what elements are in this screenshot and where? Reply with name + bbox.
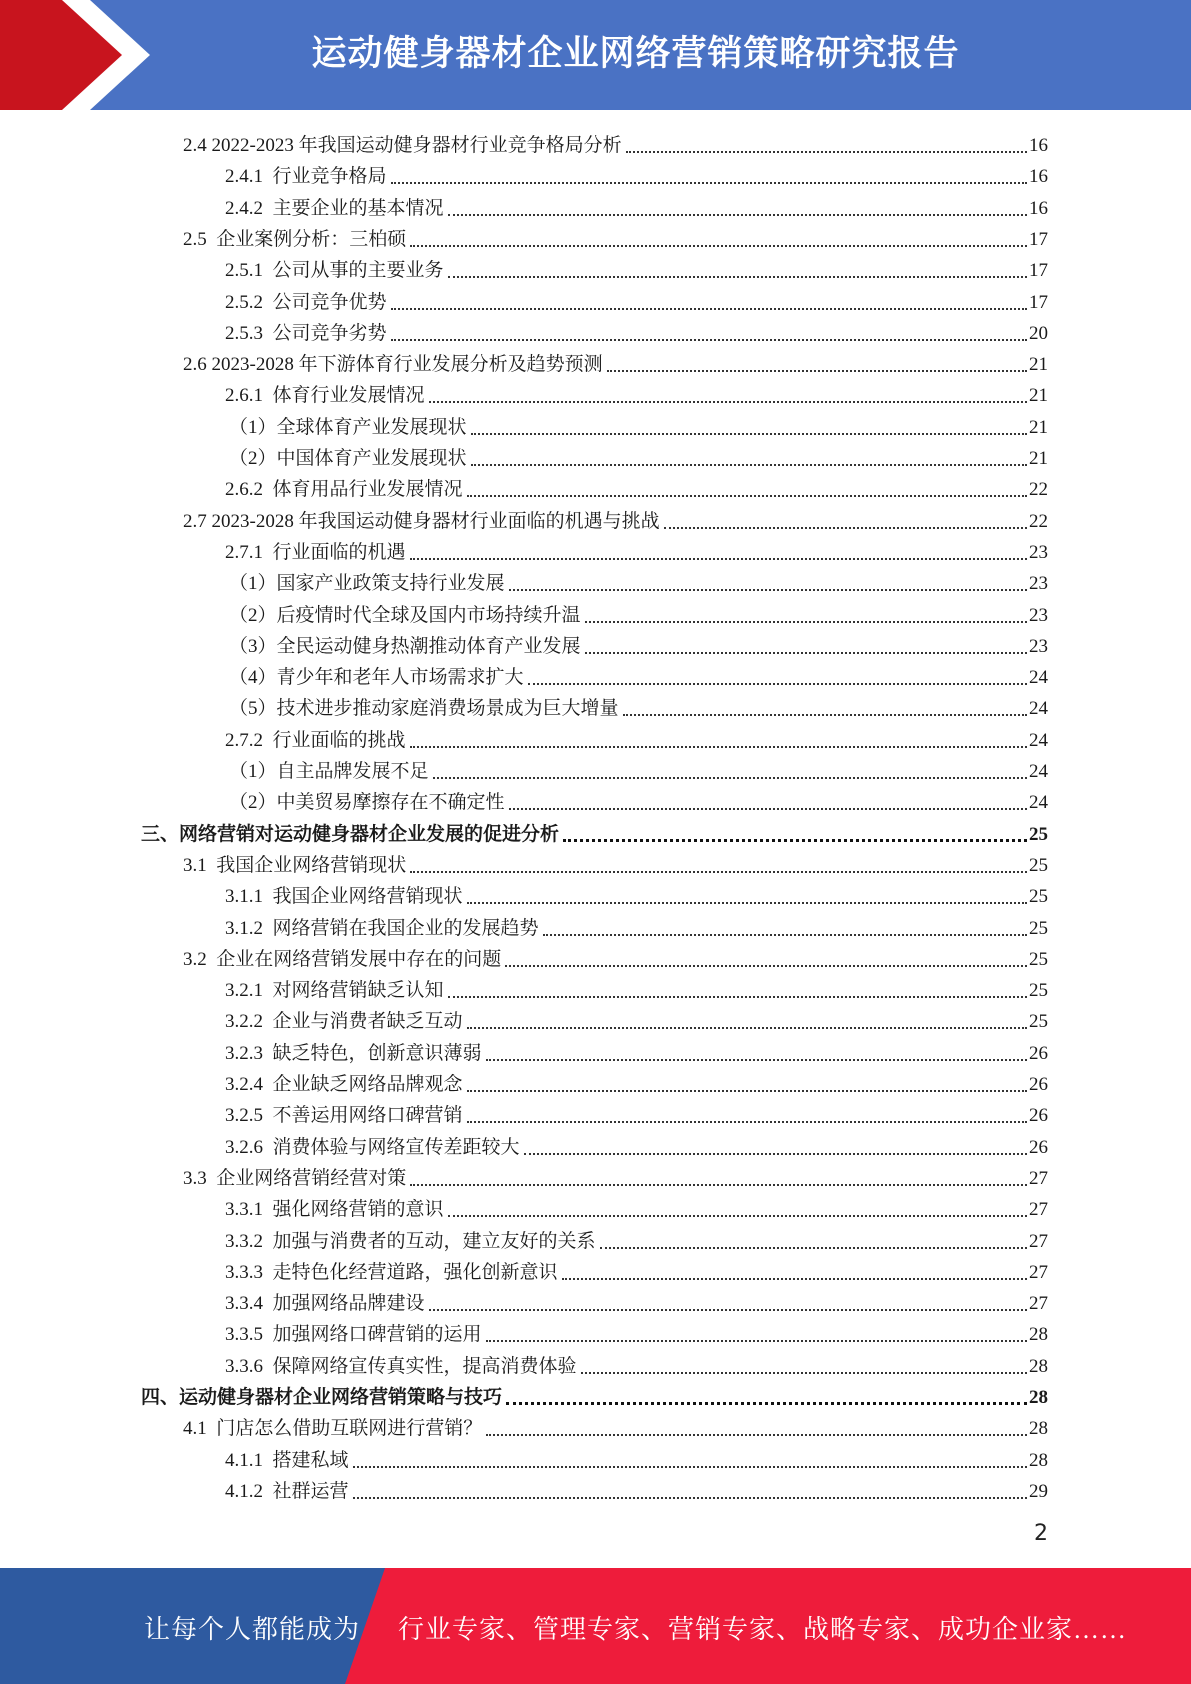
toc-dot-leader: [410, 870, 1027, 873]
toc-entry-title: 3.3.3 走特色化经营道路，强化创新意识: [225, 1261, 558, 1283]
toc-dot-leader: [391, 307, 1027, 310]
toc-entry-page: 22: [1029, 510, 1048, 532]
toc-entry-page: 28: [1029, 1449, 1048, 1471]
toc-dot-leader: [353, 1496, 1027, 1499]
toc-entry-page: 17: [1029, 291, 1048, 313]
toc-entry-title: 3.2.6 消费体验与网络宣传差距较大: [225, 1136, 520, 1158]
toc-dot-leader: [581, 1371, 1027, 1374]
toc-entry-title: 2.4.1 行业竞争格局: [225, 166, 387, 188]
toc-entry-title: 2.5.1 公司从事的主要业务: [225, 260, 444, 282]
toc-entry[interactable]: [229, 565, 1048, 596]
toc-entry-page: 25: [1029, 854, 1048, 876]
toc-entry-page: 21: [1029, 448, 1048, 469]
toc-dot-leader: [623, 713, 1027, 716]
toc-entry-title: （3）全民运动健身热潮推动体育产业发展: [229, 635, 581, 657]
toc-entry[interactable]: [225, 190, 1048, 221]
toc-entry[interactable]: [225, 1316, 1048, 1347]
toc-entry-page: 20: [1029, 322, 1048, 344]
toc-dot-leader: [410, 1183, 1027, 1186]
report-title: 运动健身器材企业网络营销策略研究报告: [311, 34, 960, 74]
toc-entry[interactable]: [183, 1410, 1048, 1441]
toc-entry[interactable]: [225, 1066, 1048, 1097]
toc-entry[interactable]: [183, 346, 1048, 377]
toc-entry-title: 3.2.4 企业缺乏网络品牌观念: [225, 1074, 463, 1095]
toc-entry-title: （1）国家产业政策支持行业发展: [229, 573, 505, 595]
toc-entry-title: 三、网络营销对运动健身器材企业发展的促进分析: [141, 823, 560, 845]
toc-entry-title: 2.5.3 公司竞争劣势: [225, 322, 387, 344]
toc-entry-page: 24: [1029, 698, 1048, 720]
toc-entry-title: 4.1 门店怎么借助互联网进行营销？: [183, 1418, 483, 1440]
footer-slogan-right: 行业专家、管理专家、营销专家、战略专家、成功企业家……: [398, 1615, 1128, 1644]
toc-entry[interactable]: [225, 910, 1048, 941]
toc-entry-title: 3.1.1 我国企业网络营销现状: [225, 886, 463, 908]
toc-entry-title: 3.3.6 保障网络宣传真实性，提高消费体验: [225, 1355, 577, 1377]
toc-entry-title: 3.1.2 网络营销在我国企业的发展趋势: [225, 917, 539, 939]
toc-dot-leader: [448, 1214, 1027, 1217]
toc-dot-leader: [509, 588, 1027, 591]
toc-entry-page: 24: [1029, 761, 1048, 782]
toc-dot-leader: [353, 1465, 1027, 1468]
toc-entry-page: 17: [1029, 228, 1048, 250]
toc-entry[interactable]: [225, 722, 1048, 753]
toc-entry-title: （5）技术进步推动家庭消费场景成为巨大增量: [229, 698, 619, 720]
toc-dot-leader: [506, 1401, 1027, 1405]
toc-entry[interactable]: [225, 1285, 1048, 1316]
toc-entry-page: 21: [1029, 385, 1048, 407]
toc-entry-page: 27: [1029, 1293, 1048, 1315]
toc-dot-leader: [607, 369, 1027, 372]
toc-dot-leader: [543, 933, 1027, 936]
toc-entry[interactable]: [225, 315, 1048, 346]
page-number: 2: [1034, 1521, 1048, 1546]
toc-entry-page: 25: [1029, 917, 1048, 939]
toc-entry-page: 26: [1029, 1136, 1048, 1158]
toc-dot-leader: [585, 620, 1027, 623]
toc-entry[interactable]: [225, 1129, 1048, 1160]
toc-entry-page: 23: [1029, 635, 1048, 657]
toc-dot-leader: [467, 901, 1027, 904]
toc-entry-page: 24: [1029, 667, 1048, 689]
toc-dot-leader: [486, 1339, 1027, 1342]
toc-entry-title: 四、运动健身器材企业网络营销策略与技巧: [141, 1387, 503, 1408]
toc-entry-page: 27: [1029, 1167, 1048, 1189]
toc-entry[interactable]: [225, 972, 1048, 1003]
toc-entry-page: 29: [1029, 1480, 1048, 1502]
toc-entry-page: 22: [1029, 479, 1048, 501]
toc-entry[interactable]: [183, 1160, 1048, 1191]
toc-entry[interactable]: [229, 659, 1048, 690]
toc-dot-leader: [391, 338, 1027, 341]
toc-entry-title: 2.7 2023-2028 年我国运动健身器材行业面临的机遇与挑战: [183, 510, 660, 532]
toc-entry[interactable]: [225, 1442, 1048, 1473]
toc-entry[interactable]: [225, 1035, 1048, 1066]
toc-entry[interactable]: [229, 597, 1048, 628]
toc-dot-leader: [471, 463, 1027, 466]
toc-dot-leader: [410, 745, 1027, 748]
toc-entry[interactable]: [225, 1223, 1048, 1254]
toc-entry[interactable]: [229, 628, 1048, 659]
toc-entry-title: 4.1.1 搭建私域: [225, 1449, 349, 1471]
toc-entry-page: 23: [1029, 573, 1048, 595]
toc-entry-page: 17: [1029, 260, 1048, 282]
toc-entry-title: 3.2.2 企业与消费者缺乏互动: [225, 1011, 463, 1033]
toc-entry-title: 2.6 2023-2028 年下游体育行业发展分析及趋势预测: [183, 354, 603, 376]
toc-dot-leader: [528, 682, 1027, 685]
footer-slogan-left: 让每个人都能成为: [144, 1615, 361, 1644]
toc-entry-page: 26: [1029, 1042, 1048, 1064]
toc-entry-title: 3.3 企业网络营销经营对策: [183, 1167, 407, 1189]
toc-dot-leader: [626, 150, 1027, 153]
toc-entry[interactable]: [141, 1379, 1048, 1410]
toc-entry-title: 3.1 我国企业网络营销现状: [183, 854, 407, 876]
toc-entry-title: 3.2.5 不善运用网络口碑营销: [225, 1105, 463, 1127]
toc-dot-leader: [448, 213, 1027, 216]
toc-dot-leader: [664, 526, 1027, 529]
toc-entry-page: 28: [1029, 1387, 1048, 1408]
toc-entry[interactable]: [225, 158, 1048, 189]
footer-banner: [0, 1568, 1191, 1684]
toc-entry[interactable]: [225, 1003, 1048, 1034]
toc-entry[interactable]: [183, 127, 1048, 158]
toc-entry[interactable]: [229, 784, 1048, 815]
toc-entry-title: 2.6.1 体育行业发展情况: [225, 385, 425, 407]
toc-entry[interactable]: [225, 284, 1048, 315]
toc-entry-page: 16: [1029, 135, 1048, 156]
toc-dot-leader: [486, 1058, 1027, 1061]
toc-entry-title: （2）中美贸易摩擦存在不确定性: [229, 792, 505, 814]
toc-entry-page: 26: [1029, 1074, 1048, 1095]
toc-entry-title: 2.6.2 体育用品行业发展情况: [225, 479, 463, 501]
toc-entry[interactable]: [229, 409, 1048, 440]
toc-entry-page: 23: [1029, 541, 1048, 563]
toc-dot-leader: [585, 651, 1027, 654]
toc-entry-title: 2.4 2022-2023 年我国运动健身器材行业竞争格局分析: [183, 135, 622, 156]
toc-entry-page: 27: [1029, 1230, 1048, 1252]
toc-dot-leader: [509, 807, 1027, 810]
toc-dot-leader: [391, 181, 1027, 184]
toc-entry[interactable]: [229, 440, 1048, 471]
toc-entry-title: 2.4.2 主要企业的基本情况: [225, 197, 444, 219]
toc-entry-page: 28: [1029, 1324, 1048, 1346]
toc-entry[interactable]: [225, 1191, 1048, 1222]
toc-dot-leader: [467, 1026, 1027, 1029]
toc-entry[interactable]: [183, 847, 1048, 878]
toc-entry-page: 28: [1029, 1418, 1048, 1440]
toc-entry[interactable]: [229, 753, 1048, 784]
toc-entry-title: 3.3.1 强化网络营销的意识: [225, 1199, 444, 1221]
toc-entry[interactable]: [141, 816, 1048, 847]
toc-dot-leader: [562, 1277, 1027, 1280]
toc-entry[interactable]: [183, 941, 1048, 972]
toc-entry[interactable]: [225, 1097, 1048, 1128]
toc-entry-title: 3.3.4 加强网络品牌建设: [225, 1293, 425, 1315]
toc-entry-title: 3.2.1 对网络营销缺乏认知: [225, 980, 444, 1002]
toc-entry-page: 24: [1029, 792, 1048, 814]
toc-entry[interactable]: [225, 1348, 1048, 1379]
toc-entry-title: 2.5.2 公司竞争优势: [225, 291, 387, 313]
toc-entry-title: （2）后疫情时代全球及国内市场持续升温: [229, 604, 581, 626]
toc-entry-title: （1）自主品牌发展不足: [229, 761, 429, 782]
toc-entry[interactable]: [229, 690, 1048, 721]
toc-entry-page: 21: [1029, 416, 1048, 438]
toc-dot-leader: [410, 557, 1027, 560]
toc-dot-leader: [524, 1152, 1027, 1155]
toc-dot-leader: [410, 244, 1027, 247]
toc-entry[interactable]: [225, 377, 1048, 408]
toc-entry-title: 3.2 企业在网络营销发展中存在的问题: [183, 948, 502, 970]
toc-entry[interactable]: [183, 221, 1048, 252]
toc-entry-page: 24: [1029, 729, 1048, 751]
toc-dot-leader: [467, 1089, 1027, 1092]
toc-dot-leader: [429, 1308, 1027, 1311]
toc-entry[interactable]: [225, 1473, 1048, 1504]
toc-dot-leader: [467, 1120, 1027, 1123]
report-header-banner: [0, 0, 1191, 110]
toc-entry[interactable]: [225, 1254, 1048, 1285]
toc-entry-page: 27: [1029, 1261, 1048, 1283]
toc-entry-page: 25: [1029, 948, 1048, 970]
toc-entry-title: 3.3.2 加强与消费者的互动，建立友好的关系: [225, 1230, 596, 1252]
toc-entry-title: 4.1.2 社群运营: [225, 1480, 349, 1502]
toc-dot-leader: [467, 494, 1027, 497]
toc-entry-page: 25: [1029, 823, 1048, 845]
toc-dot-leader: [505, 964, 1027, 967]
toc-entry[interactable]: [225, 878, 1048, 909]
toc-entry-title: （2）中国体育产业发展现状: [229, 448, 467, 469]
toc-entry-page: 16: [1029, 197, 1048, 219]
toc-dot-leader: [471, 432, 1027, 435]
toc-entry[interactable]: [183, 503, 1048, 534]
toc-dot-leader: [600, 1246, 1027, 1249]
toc-dot-leader: [433, 776, 1027, 779]
toc-entry-title: 2.5 企业案例分析：三柏硕: [183, 228, 407, 250]
toc-entry-page: 26: [1029, 1105, 1048, 1127]
toc-entry-title: （4）青少年和老年人市场需求扩大: [229, 667, 524, 689]
toc-entry-page: 25: [1029, 980, 1048, 1002]
toc-entry[interactable]: [225, 471, 1048, 502]
toc-entry-page: 23: [1029, 604, 1048, 626]
toc-entry-page: 28: [1029, 1355, 1048, 1377]
toc-entry-page: 27: [1029, 1199, 1048, 1221]
toc-entry-title: 3.2.3 缺乏特色，创新意识薄弱: [225, 1042, 482, 1064]
toc-dot-leader: [563, 838, 1027, 842]
toc-dot-leader: [429, 400, 1027, 403]
toc-entry-page: 25: [1029, 886, 1048, 908]
toc-entry-title: （1）全球体育产业发展现状: [229, 416, 467, 438]
toc-entry-page: 16: [1029, 166, 1048, 188]
toc-entry[interactable]: [225, 534, 1048, 565]
toc-dot-leader: [486, 1433, 1027, 1436]
toc-entry-title: 3.3.5 加强网络口碑营销的运用: [225, 1324, 482, 1346]
toc-entry-page: 21: [1029, 354, 1048, 376]
toc-entry[interactable]: [225, 252, 1048, 283]
toc-entry-page: 25: [1029, 1011, 1048, 1033]
toc-dot-leader: [448, 995, 1027, 998]
toc-entry-title: 2.7.1 行业面临的机遇: [225, 541, 406, 563]
toc-dot-leader: [448, 275, 1027, 278]
toc-entry-title: 2.7.2 行业面临的挑战: [225, 729, 406, 751]
